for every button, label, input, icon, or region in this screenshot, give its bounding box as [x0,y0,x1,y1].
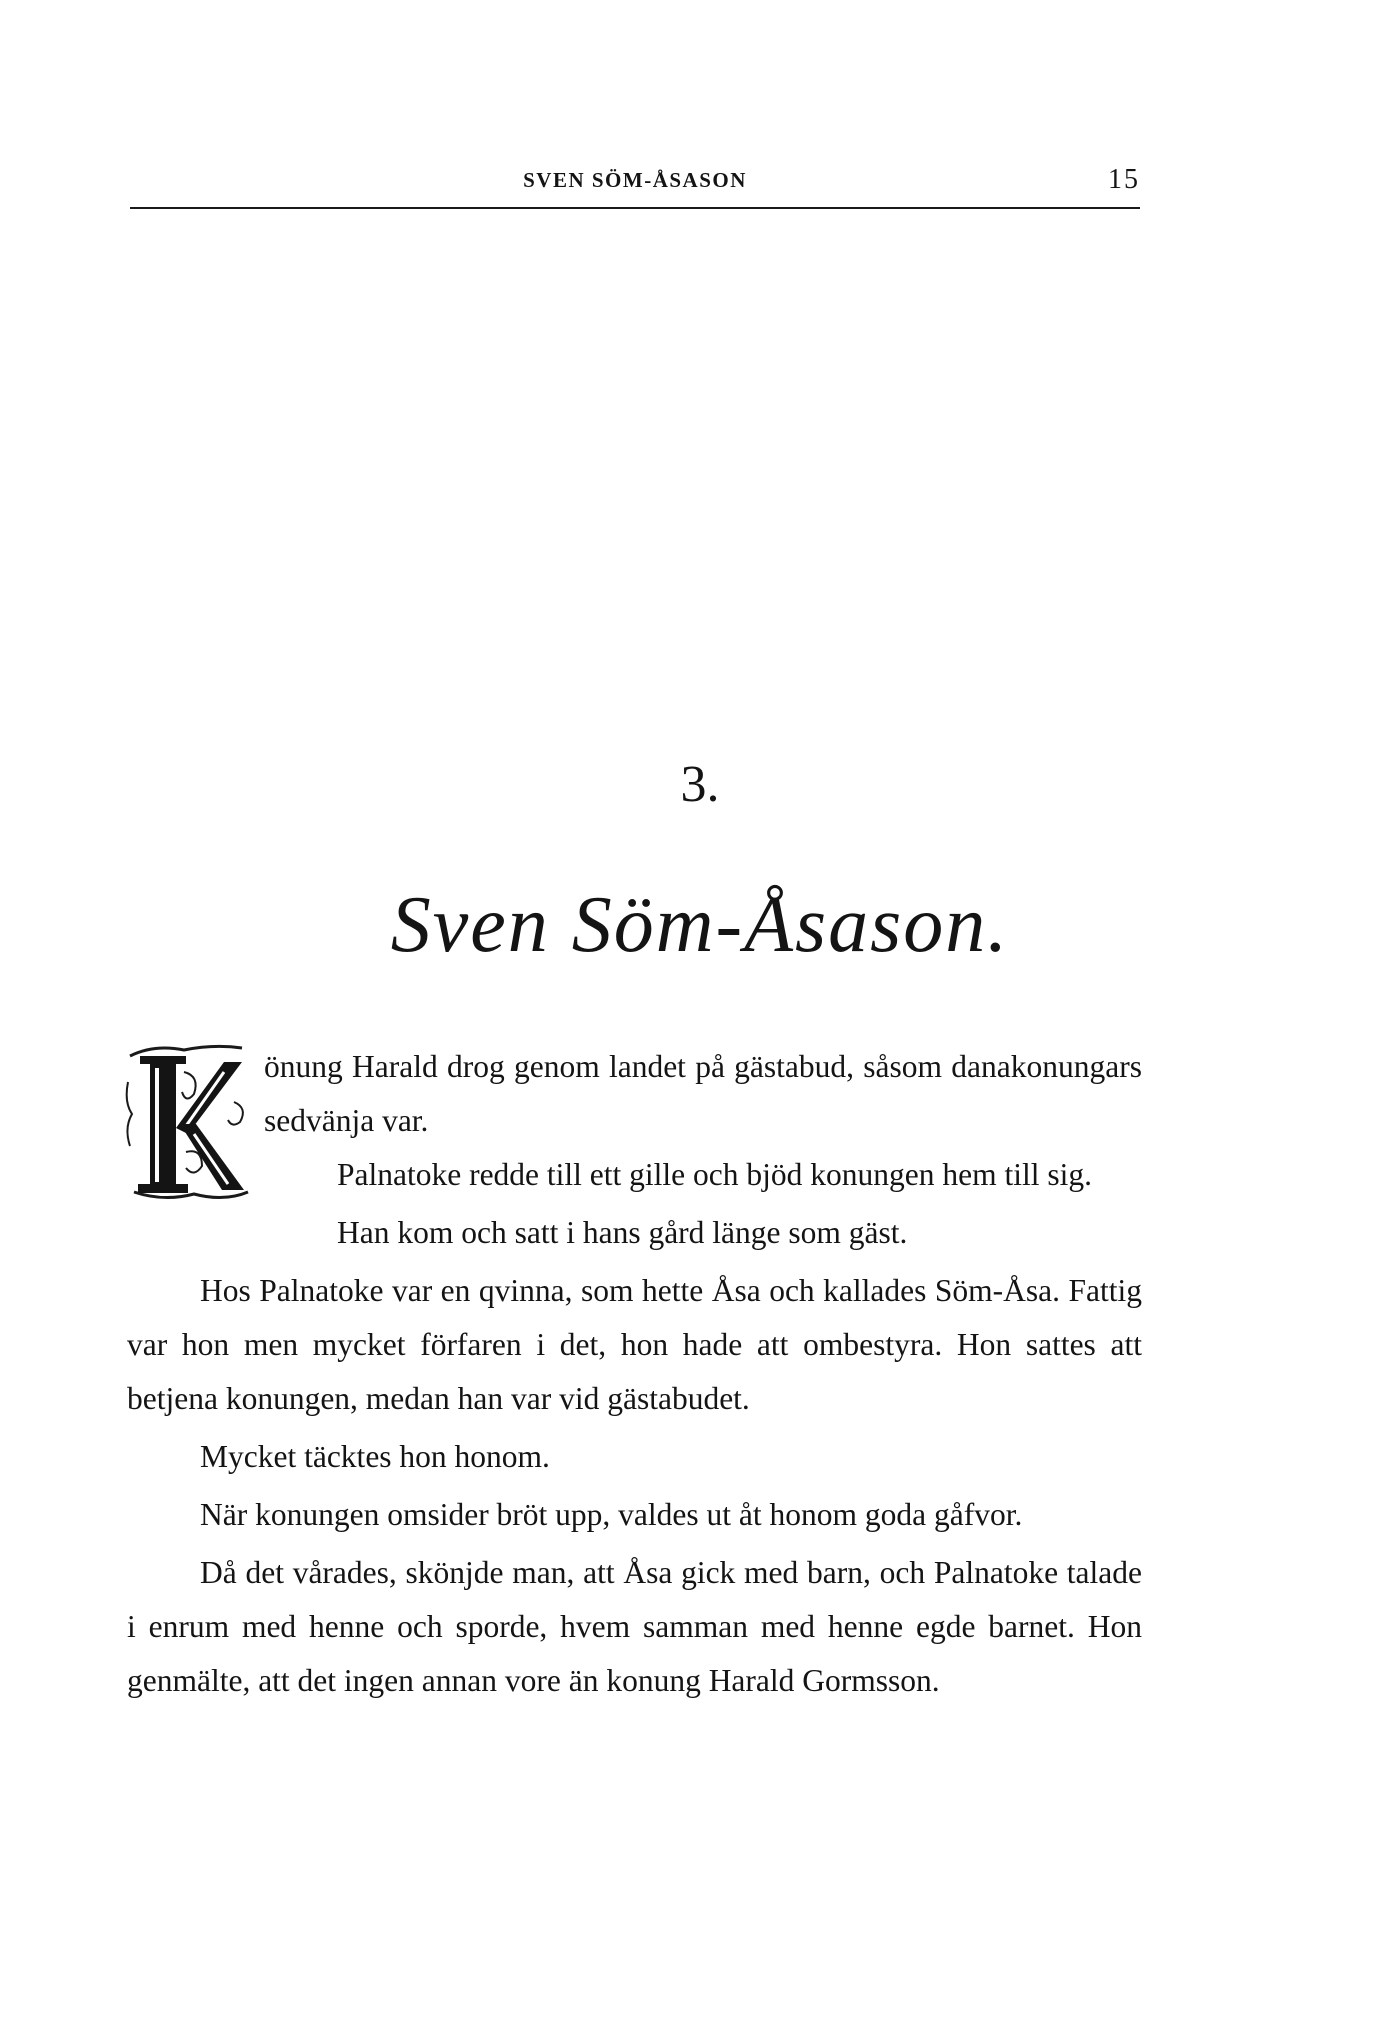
page-number: 15 [1108,164,1140,195]
paragraph-text: Han kom och satt i hans gård länge som gäst. [337,1215,908,1250]
paragraph-5 [127,1430,1142,1484]
paragraph-2 [127,1148,1142,1202]
paragraph-text: Palnatoke redde till ett gille och bjöd konungen hem till sig. [337,1157,1092,1192]
paragraph-4 [127,1264,1142,1426]
paragraph-text: Hos Palnatoke var en qvinna, som hette Åsa och kallades Söm-Åsa. Fattig var hon men mycket förfaren i det, hon hade att ombestyra. Hon sattes att betjena konungen, medan han var vid gästabudet. [127,1273,1142,1416]
running-head [130,164,1140,208]
body-text [127,1040,1142,1708]
paragraph-1 [127,1040,1142,1148]
paragraph-3 [127,1206,1142,1260]
paragraph-text: När konungen omsider bröt upp, valdes ut åt honom goda gåfvor. [200,1497,1023,1532]
paragraph-text: önung Harald drog genom landet på gästabud, såsom danakonungars sedvänja var. [264,1049,1142,1138]
paragraph-text: Mycket täcktes hon honom. [200,1439,550,1474]
paragraph-7 [127,1546,1142,1708]
paragraph-text: Då det vårades, skönjde man, att Åsa gick med barn, och Palnatoke talade i enrum med henne och sporde, hvem samman med henne egde barnet. Hon genmälte, att det ingen annan vore än konung Harald Gormsson. [127,1555,1142,1698]
decorative-initial-k [124,1042,252,1208]
header-rule [130,207,1140,209]
paragraph-6 [127,1488,1142,1542]
chapter-number: 3. [680,756,720,813]
running-title: SVEN SÖM-ÅSASON [523,168,747,192]
chapter-title: Sven Söm-Åsason. [390,881,1010,969]
